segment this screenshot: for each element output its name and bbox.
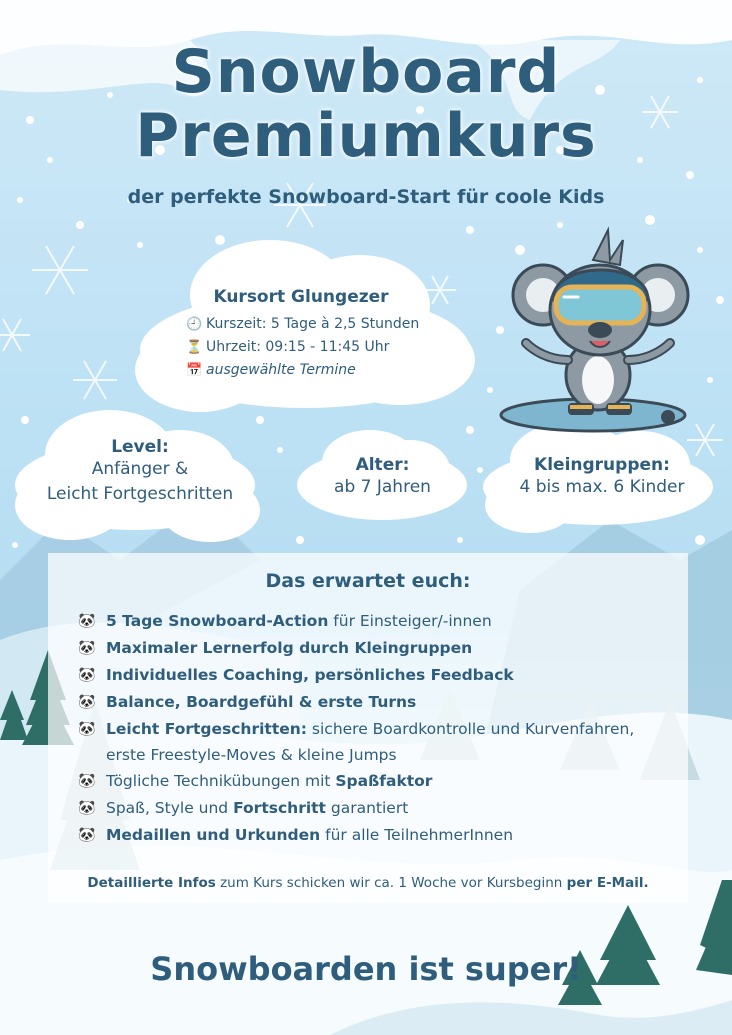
- panda-icon: 🐼: [78, 827, 96, 843]
- course-time-row: [186, 336, 446, 359]
- age-cloud: [310, 455, 455, 500]
- course-location-heading: Kursort Glungezer: [213, 287, 389, 307]
- panda-icon: 🐼: [78, 613, 96, 629]
- level-cloud: [20, 437, 260, 507]
- panda-icon: 🐼: [78, 773, 96, 789]
- panda-icon: 🐼: [78, 640, 96, 656]
- footer-slogan: Snowboarden ist super!: [150, 950, 582, 988]
- age-heading: Alter:: [355, 455, 410, 475]
- calendar-icon: 📅: [186, 363, 203, 378]
- koala-snowboarder-illustration: [498, 225, 703, 440]
- course-dates-row: [186, 359, 446, 382]
- group-size-value: 4 bis max. 6 Kinder: [519, 477, 685, 497]
- expectations-list: [78, 608, 678, 849]
- group-size-heading: Kleingruppen:: [534, 455, 670, 475]
- list-item: 🐼 Tögliche Technikübungen mit Spaßfaktor: [78, 768, 678, 795]
- list-item-continuation: erste Freestyle-Moves & kleine Jumps: [106, 746, 397, 764]
- panda-icon: 🐼: [78, 800, 96, 816]
- list-item: 🐼 Individuelles Coaching, persönliches Feedback: [78, 662, 678, 689]
- list-item: 🐼 Leicht Fortgeschritten: sichere Boardkontrolle und Kurvenfahren,: [78, 716, 678, 743]
- list-item: 🐼 Maximaler Lernerfolg durch Kleingruppen: [78, 635, 678, 662]
- expectations-panel: [48, 553, 688, 903]
- level-line-1: Anfänger &: [91, 459, 189, 479]
- title-line-1: Snowboard: [171, 37, 561, 107]
- panda-icon: 🐼: [78, 721, 96, 737]
- course-duration-row: [186, 313, 446, 336]
- list-item: 🐼 Medaillen und Urkunden für alle TeilnehmerInnen: [78, 822, 678, 849]
- level-heading: Level:: [111, 437, 169, 457]
- title-line-2: Premiumkurs: [135, 101, 597, 171]
- expectations-heading: Das erwartet euch:: [265, 570, 471, 592]
- subtitle: der perfekte Snowboard-Start für coole Kids: [127, 186, 605, 208]
- list-item: 🐼 Spaß, Style und Fortschritt garantiert: [78, 795, 678, 822]
- info-note: Detaillierte Infos zum Kurs schicken wir ca. 1 Woche vor Kursbeginn per E-Mail.: [87, 875, 649, 891]
- panda-icon: 🐼: [78, 667, 96, 683]
- clock-icon: 🕘: [186, 317, 203, 332]
- course-time-text: Uhrzeit: 09:15 - 11:45 Uhr: [206, 339, 390, 355]
- course-info-cloud: [186, 287, 446, 382]
- list-item: 🐼 5 Tage Snowboard-Action für Einsteiger/-innen: [78, 608, 678, 635]
- course-dates-text: ausgewählte Termine: [206, 362, 356, 378]
- age-value: ab 7 Jahren: [334, 477, 431, 497]
- page-title: [0, 37, 732, 171]
- level-line-2: Leicht Fortgeschritten: [46, 484, 234, 504]
- group-size-cloud: [492, 455, 712, 500]
- panda-icon: 🐼: [78, 694, 96, 710]
- course-duration-text: Kurszeit: 5 Tage à 2,5 Stunden: [206, 316, 420, 332]
- list-item: 🐼 Balance, Boardgefühl & erste Turns: [78, 689, 678, 716]
- hourglass-icon: ⏳: [186, 340, 203, 355]
